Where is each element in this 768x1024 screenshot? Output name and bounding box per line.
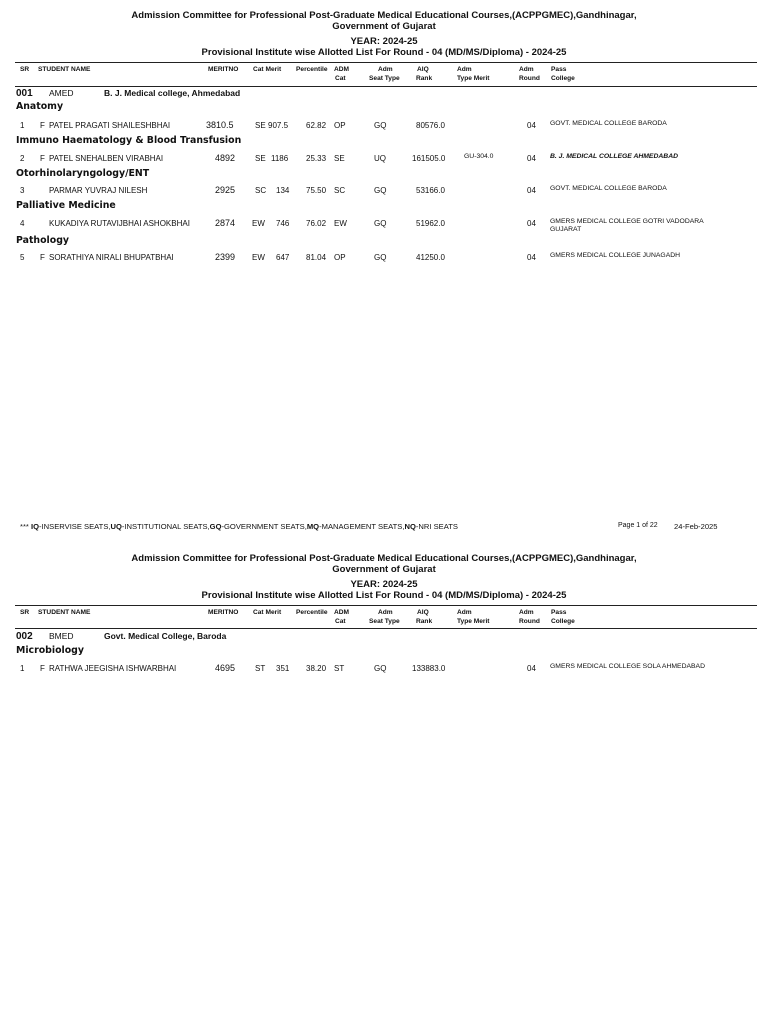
subject-heading: Anatomy [16,101,64,112]
col-type-merit-2: Type Merit [457,618,490,625]
col-type-merit-1: Adm [457,66,472,73]
subject-heading: Immuno Haematology & Blood Transfusion [16,135,242,146]
committee-header [0,554,768,575]
legend-key: UQ [110,522,122,531]
row-round: 04 [527,253,536,262]
subject-heading: Palliative Medicine [16,200,116,211]
legend-desc: -GOVERNMENT SEATS, [221,522,307,531]
row-cat-merit: 907.5 [268,121,289,130]
row-seat-type: GQ [374,253,387,262]
row-adm-cat: EW [334,219,347,228]
row-cat-merit: 746 [276,219,290,228]
row-college: GOVT. MEDICAL COLLEGE BARODA [550,185,667,192]
header-rule-top [15,605,757,606]
row-aiq-rank: 41250.0 [416,253,445,262]
row-meritno: 2925 [215,185,236,195]
row-percentile: 62.82 [306,121,327,130]
row-cat-merit: 351 [276,664,290,673]
col-student-name: STUDENT NAME [38,609,91,616]
row-seat-type: GQ [374,664,387,673]
row-percentile: 25.33 [306,154,327,163]
row-category: SC [255,186,267,195]
legend-stars: *** [20,522,29,531]
legend-desc: -INSTITUTIONAL SEATS, [121,522,210,531]
institute-short-code: AMED [49,88,74,98]
row-student-name: SORATHIYA NIRALI BHUPATBHAI [49,253,174,262]
row-cat-merit: 647 [276,253,290,262]
institute-short-code: BMED [49,631,74,641]
seat-type-legend [20,522,458,531]
list-title [0,580,768,601]
col-aiq-2: Rank [416,75,433,82]
legend-key: NQ [404,522,416,531]
institute-code: 001 [16,88,33,99]
col-round-1: Adm [519,66,534,73]
col-college-1: Pass [551,609,567,616]
row-student-name: PATEL SNEHALBEN VIRABHAI [49,154,164,163]
col-cat-merit: Cat Merit [253,66,282,73]
row-seat-type: UQ [374,154,386,163]
row-category: SE [255,121,266,130]
row-college: GMERS MEDICAL COLLEGE SOLA AHMEDABAD [550,663,705,670]
col-round-2: Round [519,75,540,82]
row-percentile: 81.04 [306,253,327,262]
col-college-2: College [551,618,575,625]
row-student-name: RATHWA JEEGISHA ISHWARBHAI [49,664,177,673]
col-sr: SR [20,609,30,616]
legend-desc: -MANAGEMENT SEATS, [319,522,405,531]
row-meritno: 2399 [215,252,236,262]
page-number: Page 1 of 22 [618,522,658,529]
row-gender: F [40,121,45,130]
row-adm-cat: SE [334,154,345,163]
row-category: EW [252,219,265,228]
legend-desc: -INSERVISE SEATS, [39,522,111,531]
print-date: 24-Feb-2025 [674,522,718,531]
col-cat-merit: Cat Merit [253,609,282,616]
legend-key: GQ [209,522,222,531]
row-category: SE [255,154,266,163]
col-seat-type-1: Adm [378,66,393,73]
header-round-title: Provisional Institute wise Allotted List For Round - 04 (MD/MS/Diploma) - 2024-25 [201,589,567,601]
col-meritno: MERITNO [208,609,239,616]
col-meritno: MERITNO [208,66,239,73]
row-gender: F [40,154,45,163]
col-student-name: STUDENT NAME [38,66,91,73]
row-cat-merit: 1186 [271,154,289,163]
row-percentile: 76.02 [306,219,327,228]
column-header-row [0,64,768,86]
row-aiq-rank: 53166.0 [416,186,445,195]
row-round: 04 [527,154,536,163]
row-round: 04 [527,121,536,130]
col-aiq-1: AIQ [417,66,429,73]
legend-desc: -NRI SEATS [415,522,458,531]
col-adm-cat-1: ADM [334,609,350,616]
col-percentile: Percentile [296,609,328,616]
header-rule-bottom [15,628,757,629]
col-college-2: College [551,75,575,82]
header-rule-bottom [15,86,757,87]
row-adm-cat: SC [334,186,346,195]
list-title [0,37,768,58]
row-college: B. J. MEDICAL COLLEGE AHMEDABAD [550,153,679,160]
header-line-1: Admission Committee for Professional Post-Graduate Medical Educational Courses,(ACPPGMEC),Gandhinagar, [131,10,637,21]
row-aiq-rank: 80576.0 [416,121,445,130]
row-aiq-rank: 161505.0 [412,154,446,163]
col-college-1: Pass [551,66,567,73]
row-student-name: PATEL PRAGATI SHAILESHBHAI [49,121,171,130]
header-line-1: Admission Committee for Professional Post-Graduate Medical Educational Courses,(ACPPGMEC),Gandhinagar, [131,553,637,564]
row-percentile: 75.50 [306,186,327,195]
col-aiq-2: Rank [416,618,433,625]
row-category: ST [255,664,266,673]
row-sr: 5 [20,253,25,262]
row-meritno: 4695 [215,663,236,673]
col-seat-type-2: Seat Type [369,618,400,625]
committee-header [0,11,768,32]
row-round: 04 [527,186,536,195]
col-adm-cat-2: Cat [335,75,346,82]
col-adm-cat-2: Cat [335,618,346,625]
header-year: YEAR: 2024-25 [350,36,418,47]
row-sr: 1 [20,121,25,130]
header-line-2: Government of Gujarat [332,20,436,32]
row-seat-type: GQ [374,219,387,228]
header-line-2: Government of Gujarat [332,563,436,575]
row-student-name: PARMAR YUVRAJ NILESH [49,186,148,195]
col-round-2: Round [519,618,540,625]
header-round-title: Provisional Institute wise Allotted List For Round - 04 (MD/MS/Diploma) - 2024-25 [201,46,567,58]
institute-name: Govt. Medical College, Baroda [104,631,227,641]
row-seat-type: GQ [374,186,387,195]
row-aiq-rank: 51962.0 [416,219,445,228]
row-college: GOVT. MEDICAL COLLEGE BARODA [550,120,667,127]
col-aiq-1: AIQ [417,609,429,616]
col-seat-type-1: Adm [378,609,393,616]
row-round: 04 [527,664,536,673]
subject-heading: Microbiology [16,645,85,656]
row-gender: F [40,664,45,673]
header-year: YEAR: 2024-25 [350,579,418,590]
row-college-line-2: GUJARAT [550,226,582,233]
col-percentile: Percentile [296,66,328,73]
header-rule-top [15,62,757,63]
row-meritno: 3810.5 [206,120,234,130]
row-adm-cat: OP [334,121,346,130]
row-sr: 3 [20,186,25,195]
row-category: EW [252,253,265,262]
row-meritno: 4892 [215,153,236,163]
row-meritno: 2874 [215,218,236,228]
col-round-1: Adm [519,609,534,616]
row-sr: 2 [20,154,25,163]
row-seat-type: GQ [374,121,387,130]
row-sr: 4 [20,219,25,228]
col-adm-cat-1: ADM [334,66,350,73]
row-adm-cat: OP [334,253,346,262]
row-adm-cat: ST [334,664,345,673]
row-college: GMERS MEDICAL COLLEGE GOTRI VADODARA [550,218,704,225]
legend-key: MQ [306,522,320,531]
column-header-row [0,607,768,629]
row-cat-merit: 134 [276,186,290,195]
col-type-merit-2: Type Merit [457,75,490,82]
row-college: GMERS MEDICAL COLLEGE JUNAGADH [550,252,681,259]
row-type-merit: GU-304.0 [464,153,494,160]
institute-name: B. J. Medical college, Ahmedabad [104,88,241,98]
row-percentile: 38.20 [306,664,327,673]
col-sr: SR [20,66,30,73]
subject-heading: Pathology [16,235,70,246]
legend-key: IQ [31,522,40,531]
row-student-name: KUKADIYA RUTAVIJBHAI ASHOKBHAI [49,219,190,228]
col-seat-type-2: Seat Type [369,75,400,82]
row-sr: 1 [20,664,25,673]
row-gender: F [40,253,45,262]
subject-heading: Otorhinolaryngology/ENT [16,168,150,179]
row-round: 04 [527,219,536,228]
institute-code: 002 [16,631,33,642]
col-type-merit-1: Adm [457,609,472,616]
row-aiq-rank: 133883.0 [412,664,446,673]
